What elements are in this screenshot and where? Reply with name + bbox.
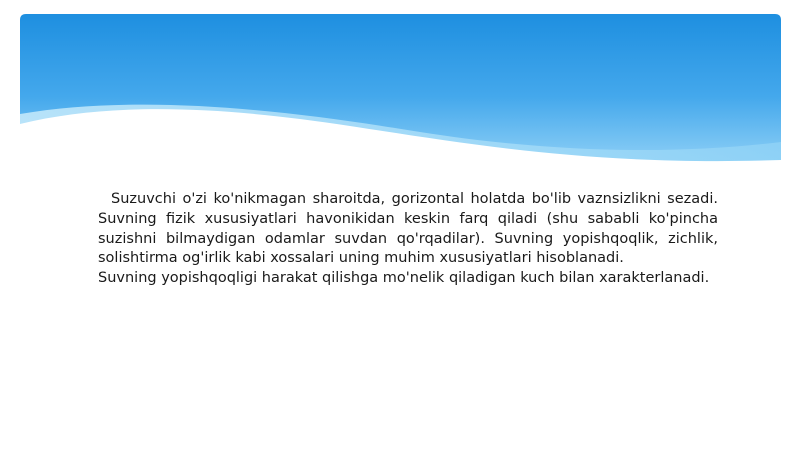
header-wave-banner [20,14,781,174]
slide-body-text [98,190,723,289]
paragraph-2: Suvning yopishqoqligi harakat qilishga mo'nelik qiladigan kuch bilan xarakterlanadi. [98,270,710,287]
paragraph-1: Suzuvchi o'zi ko'nikmagan sharoitda, gorizontal holatda bo'lib vaznsizlikni sezadi. Suvning fizik xususiyatlari havonikidan keskin farq qiladi (shu sababli ko'pincha suzishni bilmaydigan odamlar suvdan qo'rqadilar). Suvning yopishqoqlik, zichlik, solishtirma og'irlik kabi xossalari uning muhim xususiyatlari hisoblanadi. [98,191,723,267]
